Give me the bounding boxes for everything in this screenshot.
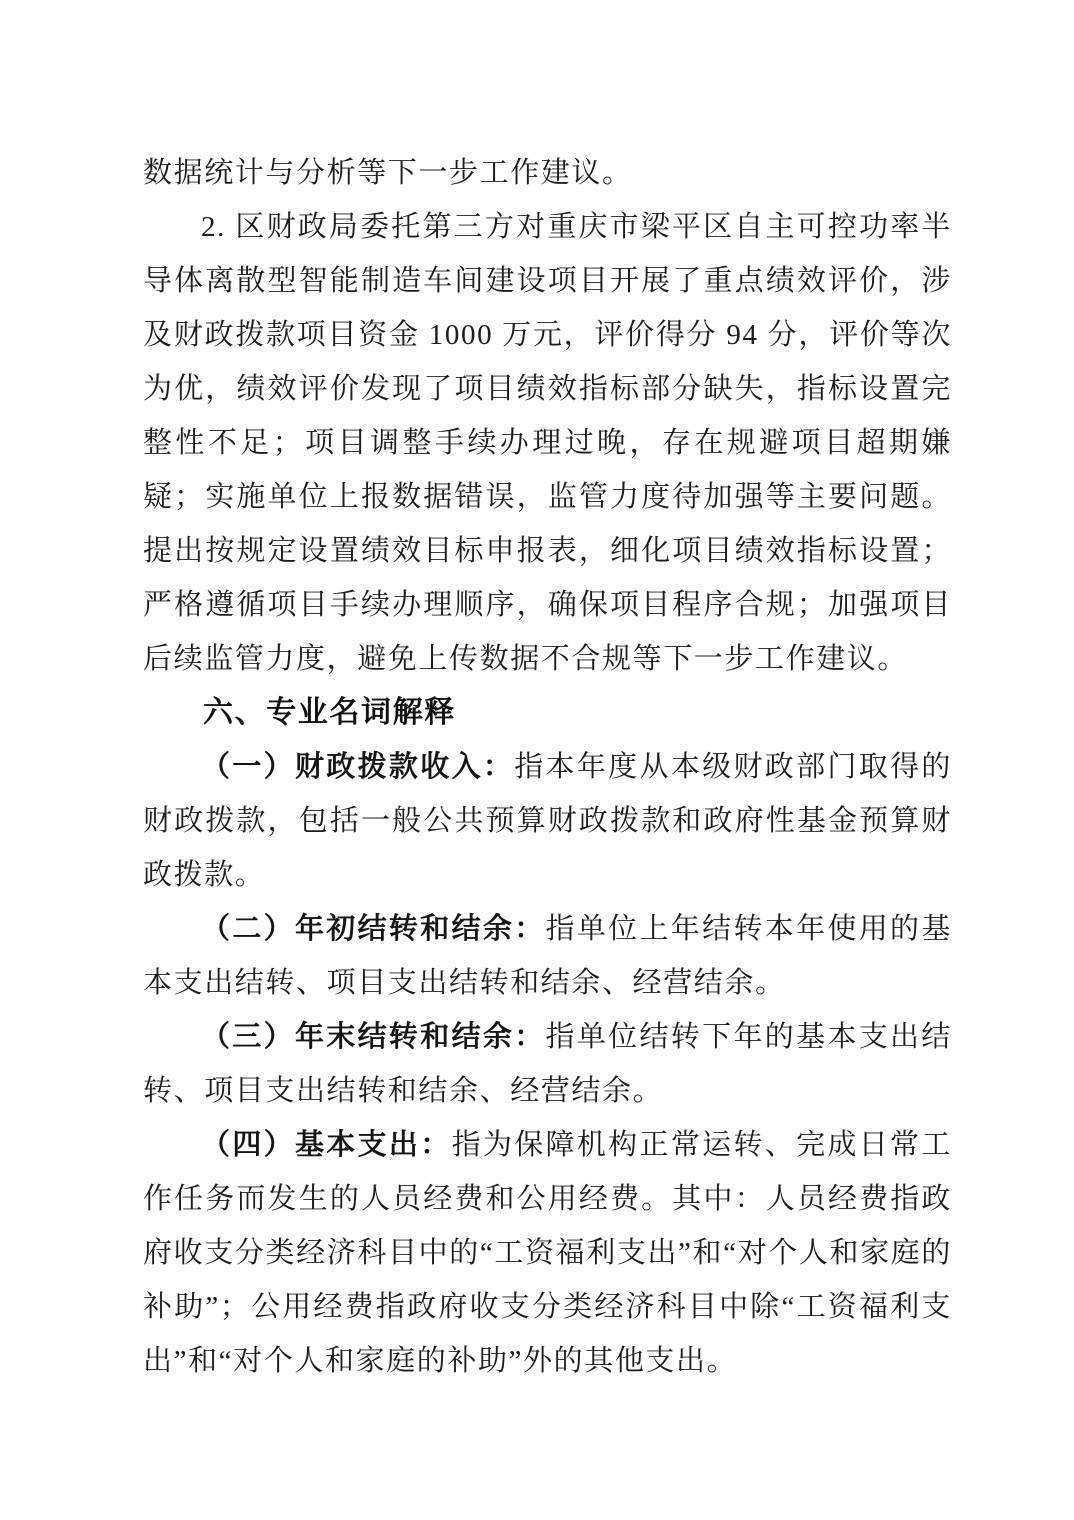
definition-1 (143, 740, 952, 902)
definition-3-prefix: （三） (201, 1021, 295, 1053)
definition-1-prefix: （一） (201, 751, 295, 783)
definition-2 (143, 902, 952, 1010)
definition-3 (143, 1010, 952, 1118)
definition-4-body: 指为保障机构正常运转、完成日常工作任务而发生的人员经费和公用经费。其中：人员经费指政府收支分类经济科目中的“工资福利支出”和“对个人和家庭的补助”；公用经费指政府收支分类经济科目中除“工资福利支出”和“对个人和家庭的补助”外的其他支出。 (143, 1129, 952, 1377)
definition-4-prefix: （四） (201, 1129, 295, 1161)
definition-4-term: 基本支出： (294, 1129, 452, 1161)
definition-3-body: 指单位结转下年的基本支出结转、项目支出结转和结余、经营结余。 (143, 1021, 952, 1107)
definition-2-term: 年初结转和结余： (294, 913, 546, 945)
paragraph-item-2: 2. 区财政局委托第三方对重庆市梁平区自主可控功率半导体离散型智能制造车间建设项目开展了重点绩效评价，涉及财政拨款项目资金 1000 万元，评价得分 94 分，评价等次为优，绩效评价发现了项目绩效指标部分缺失，指标设置完整性不足；项目调整手续办理过晚，存在规避项目超期嫌疑；实施单位上报数据错误，监管力度待加强等主要问题。提出按规定设置绩效目标申报表，细化项目绩效指标设置；严格遵循项目手续办理顺序，确保项目程序合规；加强项目后续监管力度，避免上传数据不合规等下一步工作建议。 (143, 211, 952, 675)
definition-3-term: 年末结转和结余： (294, 1021, 546, 1053)
definition-4 (143, 1118, 952, 1388)
paragraph-continuation: 数据统计与分析等下一步工作建议。 (143, 157, 633, 189)
definition-2-prefix: （二） (201, 913, 295, 945)
definition-1-term: 财政拨款收入： (294, 751, 515, 783)
section-heading: 六、专业名词解释 (203, 696, 456, 729)
definition-2-body: 指单位上年结转本年使用的基本支出结转、项目支出结转和结余、经营结余。 (143, 913, 952, 999)
definition-1-body: 指本年度从本级财政部门取得的财政拨款，包括一般公共预算财政拨款和政府性基金预算财政拨款。 (143, 751, 952, 891)
